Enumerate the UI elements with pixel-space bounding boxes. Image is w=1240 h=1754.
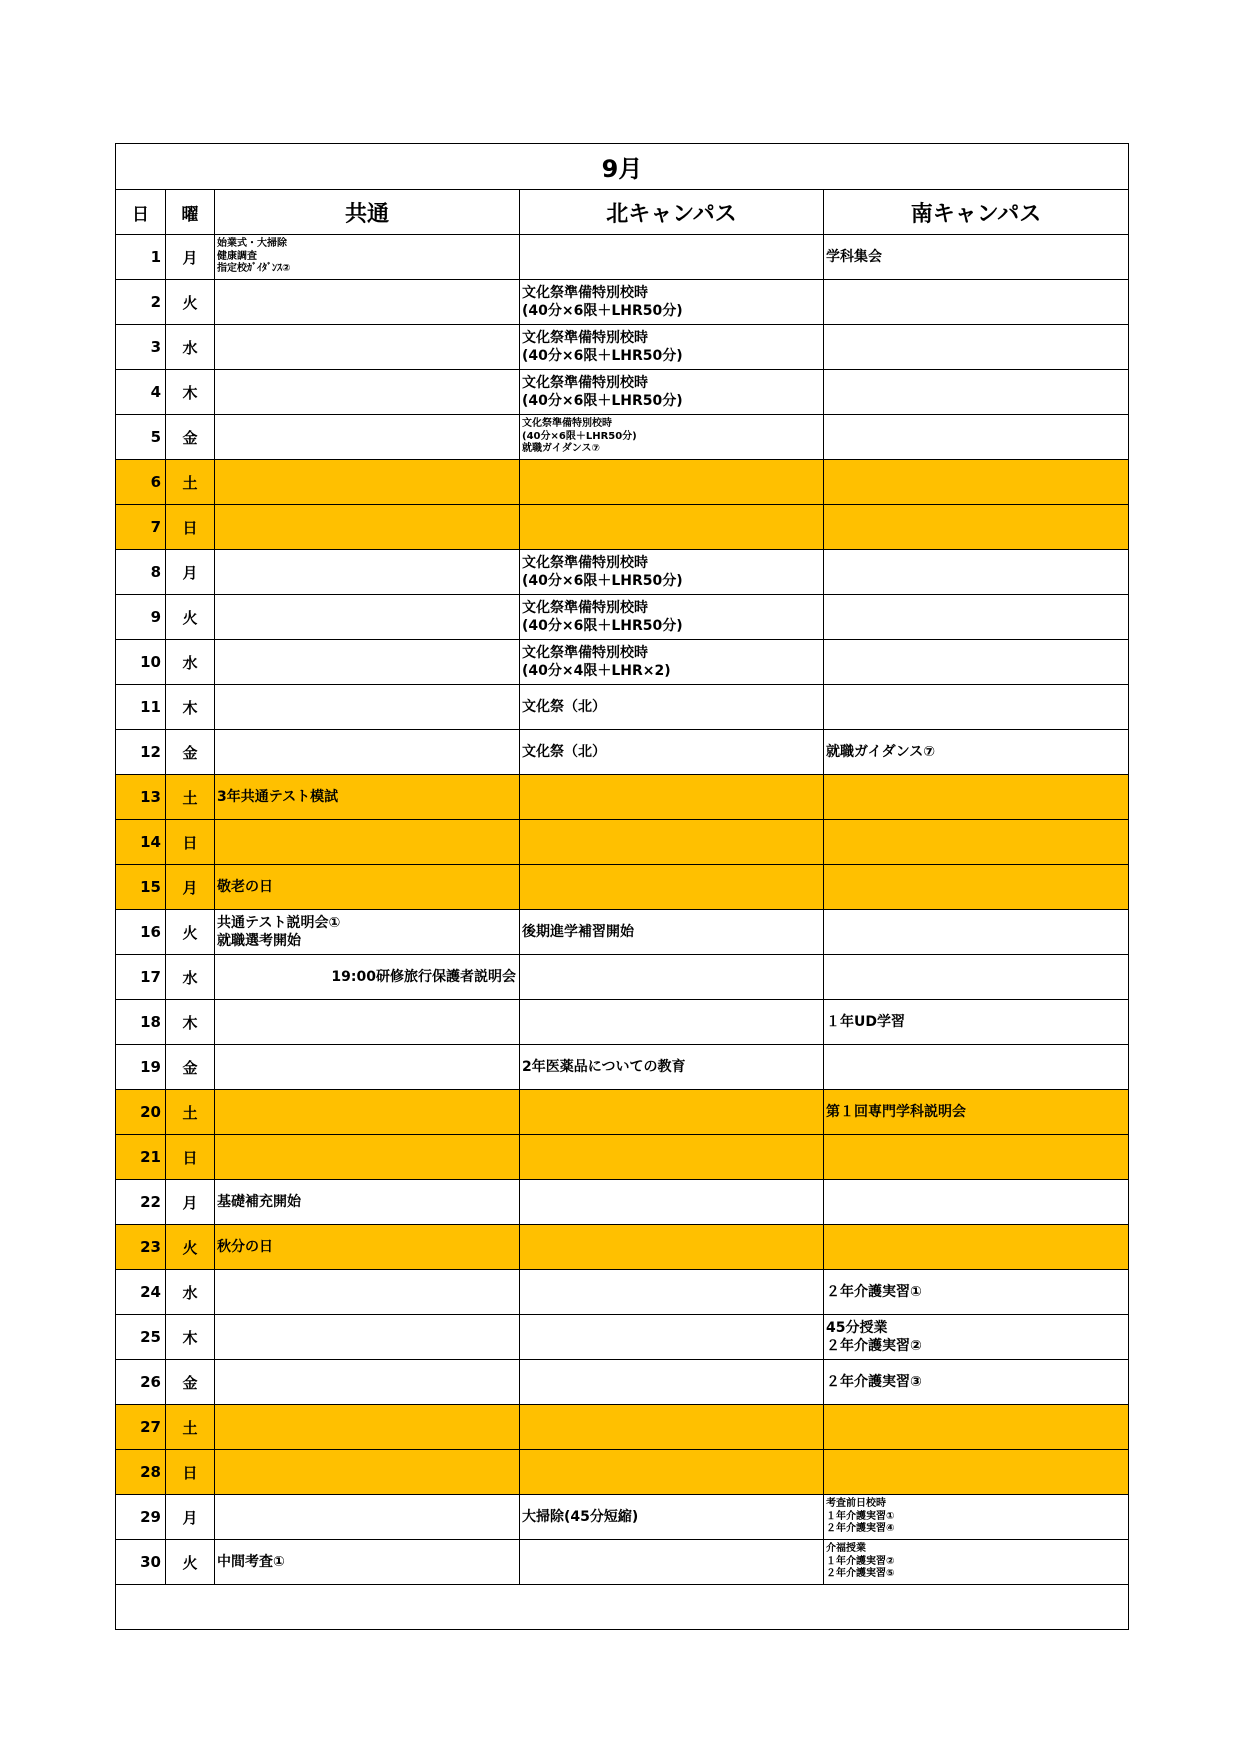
table-row xyxy=(116,325,1129,370)
weekday: 土 xyxy=(166,1090,215,1135)
table-row xyxy=(116,460,1129,505)
weekday: 火 xyxy=(166,1225,215,1270)
south-campus-event xyxy=(824,460,1129,505)
table-row xyxy=(116,1135,1129,1180)
common-event xyxy=(215,820,520,865)
weekday: 月 xyxy=(166,235,215,280)
day-number: 30 xyxy=(116,1540,166,1585)
common-event xyxy=(215,1270,520,1315)
weekday: 水 xyxy=(166,640,215,685)
day-number: 1 xyxy=(116,235,166,280)
weekday: 木 xyxy=(166,1315,215,1360)
day-number: 6 xyxy=(116,460,166,505)
month-title: 9月 xyxy=(116,144,1129,190)
common-event xyxy=(215,415,520,460)
day-number: 29 xyxy=(116,1495,166,1540)
day-number: 26 xyxy=(116,1360,166,1405)
south-campus-event xyxy=(824,910,1129,955)
south-campus-event xyxy=(824,775,1129,820)
monthly-schedule-table xyxy=(115,143,1129,1630)
south-campus-event xyxy=(824,685,1129,730)
common-event xyxy=(215,640,520,685)
common-event xyxy=(215,505,520,550)
south-campus-event: 考査前日校時 １年介護実習① ２年介護実習④ xyxy=(824,1495,1129,1540)
north-campus-event xyxy=(520,820,824,865)
table-row xyxy=(116,1495,1129,1540)
weekday: 木 xyxy=(166,370,215,415)
south-campus-event xyxy=(824,955,1129,1000)
weekday: 日 xyxy=(166,505,215,550)
day-number: 7 xyxy=(116,505,166,550)
weekday: 土 xyxy=(166,460,215,505)
header-day: 日 xyxy=(116,190,166,235)
common-event: 19:00研修旅行保護者説明会 xyxy=(215,955,520,1000)
south-campus-event xyxy=(824,505,1129,550)
north-campus-event xyxy=(520,1315,824,1360)
north-campus-event: 文化祭準備特別校時 (40分×6限＋LHR50分) xyxy=(520,595,824,640)
south-campus-event: ２年介護実習③ xyxy=(824,1360,1129,1405)
south-campus-event xyxy=(824,1135,1129,1180)
south-campus-event xyxy=(824,1450,1129,1495)
table-row xyxy=(116,1270,1129,1315)
common-event xyxy=(215,1045,520,1090)
weekday: 水 xyxy=(166,1270,215,1315)
day-number: 23 xyxy=(116,1225,166,1270)
south-campus-event xyxy=(824,865,1129,910)
common-event xyxy=(215,1135,520,1180)
south-campus-event xyxy=(824,370,1129,415)
weekday: 月 xyxy=(166,1495,215,1540)
south-campus-event xyxy=(824,1045,1129,1090)
table-row xyxy=(116,1180,1129,1225)
table-row xyxy=(116,1405,1129,1450)
north-campus-event xyxy=(520,1540,824,1585)
day-number: 10 xyxy=(116,640,166,685)
north-campus-event: 後期進学補習開始 xyxy=(520,910,824,955)
table-row xyxy=(116,1045,1129,1090)
common-event xyxy=(215,1405,520,1450)
table-row xyxy=(116,865,1129,910)
day-number: 20 xyxy=(116,1090,166,1135)
table-row xyxy=(116,550,1129,595)
day-number: 18 xyxy=(116,1000,166,1045)
weekday: 金 xyxy=(166,1045,215,1090)
north-campus-event xyxy=(520,1135,824,1180)
table-row xyxy=(116,730,1129,775)
south-campus-event xyxy=(824,595,1129,640)
north-campus-event xyxy=(520,1360,824,1405)
day-number: 14 xyxy=(116,820,166,865)
common-event xyxy=(215,1315,520,1360)
day-number: 5 xyxy=(116,415,166,460)
table-row xyxy=(116,1225,1129,1270)
common-event xyxy=(215,370,520,415)
header-weekday: 曜 xyxy=(166,190,215,235)
common-event xyxy=(215,685,520,730)
table-row xyxy=(116,595,1129,640)
north-campus-event xyxy=(520,955,824,1000)
common-event xyxy=(215,1090,520,1135)
south-campus-event xyxy=(824,415,1129,460)
south-campus-event: 第１回専門学科説明会 xyxy=(824,1090,1129,1135)
weekday: 日 xyxy=(166,1450,215,1495)
south-campus-event: 45分授業 ２年介護実習② xyxy=(824,1315,1129,1360)
weekday: 月 xyxy=(166,1180,215,1225)
common-event xyxy=(215,1360,520,1405)
north-campus-event: 文化祭（北） xyxy=(520,730,824,775)
north-campus-event xyxy=(520,460,824,505)
table-row xyxy=(116,1315,1129,1360)
north-campus-event: 文化祭準備特別校時 (40分×6限＋LHR50分) xyxy=(520,370,824,415)
day-number: 21 xyxy=(116,1135,166,1180)
south-campus-event xyxy=(824,1405,1129,1450)
common-event xyxy=(215,730,520,775)
common-event xyxy=(215,595,520,640)
south-campus-event: 学科集会 xyxy=(824,235,1129,280)
table-row xyxy=(116,1360,1129,1405)
north-campus-event xyxy=(520,1000,824,1045)
common-event xyxy=(215,280,520,325)
day-number: 27 xyxy=(116,1405,166,1450)
north-campus-event: 文化祭準備特別校時 (40分×6限＋LHR50分) xyxy=(520,280,824,325)
south-campus-event xyxy=(824,550,1129,595)
south-campus-event xyxy=(824,1180,1129,1225)
weekday: 金 xyxy=(166,730,215,775)
table-row xyxy=(116,235,1129,280)
south-campus-event: ２年介護実習① xyxy=(824,1270,1129,1315)
header-common: 共通 xyxy=(215,190,520,235)
south-campus-event: 就職ガイダンス⑦ xyxy=(824,730,1129,775)
day-number: 2 xyxy=(116,280,166,325)
day-number: 17 xyxy=(116,955,166,1000)
north-campus-event xyxy=(520,1450,824,1495)
table-row xyxy=(116,505,1129,550)
table-row xyxy=(116,1090,1129,1135)
table-row xyxy=(116,775,1129,820)
weekday: 土 xyxy=(166,775,215,820)
day-number: 22 xyxy=(116,1180,166,1225)
table-row xyxy=(116,1450,1129,1495)
south-campus-event: 介福授業 １年介護実習② ２年介護実習⑤ xyxy=(824,1540,1129,1585)
weekday: 木 xyxy=(166,1000,215,1045)
weekday: 水 xyxy=(166,955,215,1000)
table-row xyxy=(116,280,1129,325)
table-row xyxy=(116,955,1129,1000)
weekday: 木 xyxy=(166,685,215,730)
common-event: 中間考査① xyxy=(215,1540,520,1585)
common-event: 秋分の日 xyxy=(215,1225,520,1270)
north-campus-event: 文化祭準備特別校時 (40分×4限＋LHR×2) xyxy=(520,640,824,685)
table-row xyxy=(116,640,1129,685)
day-number: 11 xyxy=(116,685,166,730)
weekday: 土 xyxy=(166,1405,215,1450)
table-row xyxy=(116,820,1129,865)
weekday: 月 xyxy=(166,550,215,595)
weekday: 日 xyxy=(166,1135,215,1180)
table-row xyxy=(116,685,1129,730)
common-event xyxy=(215,550,520,595)
day-number: 13 xyxy=(116,775,166,820)
north-campus-event xyxy=(520,235,824,280)
table-row xyxy=(116,910,1129,955)
day-number: 4 xyxy=(116,370,166,415)
schedule-rows xyxy=(116,235,1129,1585)
weekday: 日 xyxy=(166,820,215,865)
common-event: 3年共通テスト模試 xyxy=(215,775,520,820)
day-number: 3 xyxy=(116,325,166,370)
weekday: 火 xyxy=(166,910,215,955)
table-row xyxy=(116,1540,1129,1585)
header-north-campus: 北キャンパス xyxy=(520,190,824,235)
north-campus-event: 文化祭（北） xyxy=(520,685,824,730)
common-event: 敬老の日 xyxy=(215,865,520,910)
footer-blank-row xyxy=(116,1585,1129,1630)
south-campus-event xyxy=(824,1225,1129,1270)
day-number: 16 xyxy=(116,910,166,955)
north-campus-event: 大掃除(45分短縮) xyxy=(520,1495,824,1540)
south-campus-event xyxy=(824,640,1129,685)
common-event xyxy=(215,1450,520,1495)
table-row xyxy=(116,415,1129,460)
north-campus-event xyxy=(520,1180,824,1225)
common-event xyxy=(215,1000,520,1045)
day-number: 9 xyxy=(116,595,166,640)
north-campus-event xyxy=(520,1405,824,1450)
day-number: 8 xyxy=(116,550,166,595)
weekday: 火 xyxy=(166,595,215,640)
common-event: 共通テスト説明会① 就職選考開始 xyxy=(215,910,520,955)
day-number: 24 xyxy=(116,1270,166,1315)
north-campus-event xyxy=(520,865,824,910)
north-campus-event: 文化祭準備特別校時 (40分×6限＋LHR50分) xyxy=(520,550,824,595)
common-event: 基礎補充開始 xyxy=(215,1180,520,1225)
south-campus-event xyxy=(824,325,1129,370)
north-campus-event: 文化祭準備特別校時 (40分×6限＋LHR50分) 就職ガイダンス⑦ xyxy=(520,415,824,460)
common-event xyxy=(215,460,520,505)
header-south-campus: 南キャンパス xyxy=(824,190,1129,235)
common-event xyxy=(215,1495,520,1540)
north-campus-event xyxy=(520,1270,824,1315)
north-campus-event xyxy=(520,1225,824,1270)
day-number: 19 xyxy=(116,1045,166,1090)
day-number: 25 xyxy=(116,1315,166,1360)
common-event: 始業式・大掃除 健康調査 指定校ｶﾞｲﾀﾞﾝｽ② xyxy=(215,235,520,280)
north-campus-event xyxy=(520,505,824,550)
south-campus-event xyxy=(824,280,1129,325)
north-campus-event: 文化祭準備特別校時 (40分×6限＋LHR50分) xyxy=(520,325,824,370)
weekday: 水 xyxy=(166,325,215,370)
table-row xyxy=(116,370,1129,415)
north-campus-event xyxy=(520,775,824,820)
weekday: 火 xyxy=(166,280,215,325)
north-campus-event: 2年医薬品についての教育 xyxy=(520,1045,824,1090)
weekday: 火 xyxy=(166,1540,215,1585)
south-campus-event: １年UD学習 xyxy=(824,1000,1129,1045)
south-campus-event xyxy=(824,820,1129,865)
common-event xyxy=(215,325,520,370)
table-row xyxy=(116,1000,1129,1045)
weekday: 金 xyxy=(166,415,215,460)
day-number: 28 xyxy=(116,1450,166,1495)
day-number: 12 xyxy=(116,730,166,775)
north-campus-event xyxy=(520,1090,824,1135)
weekday: 金 xyxy=(166,1360,215,1405)
day-number: 15 xyxy=(116,865,166,910)
weekday: 月 xyxy=(166,865,215,910)
